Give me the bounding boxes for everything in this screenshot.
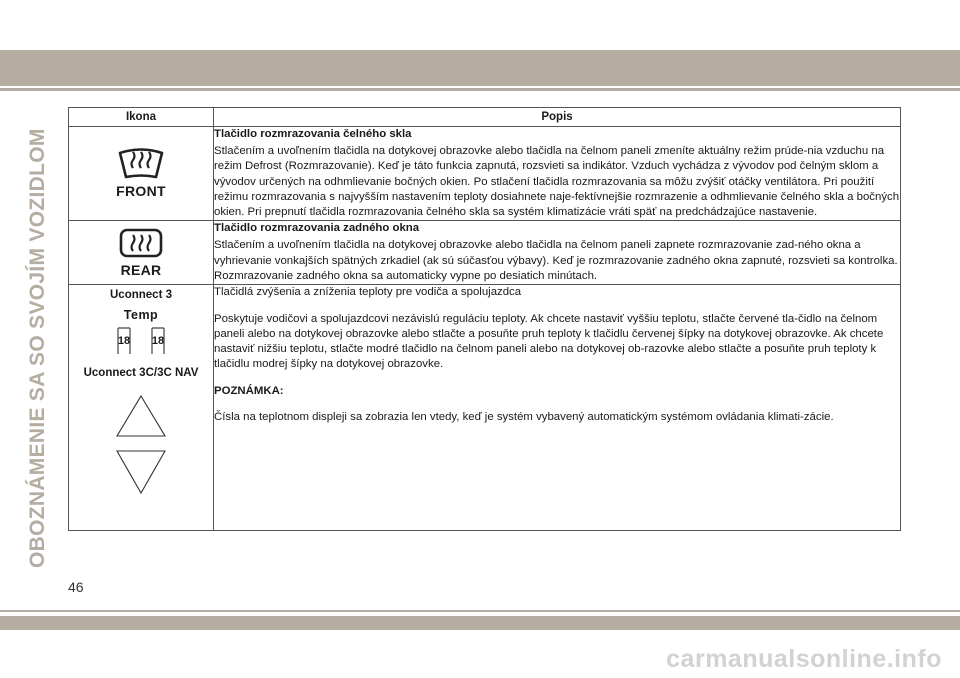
table-row — [69, 221, 901, 285]
header-rule — [0, 88, 960, 91]
note-text: Čísla na teplotnom displeji sa zobrazia len vtedy, keď je systém vybavený automatickým systémom ovládania klimati-zácie. — [214, 411, 834, 424]
watermark: carmanualsonline.info — [666, 645, 942, 673]
front-defrost-icon — [69, 127, 213, 199]
temperature-up-icon — [69, 394, 213, 443]
uconnect-3-label: Uconnect 3 — [110, 289, 172, 302]
description-cell — [214, 221, 901, 285]
front-label: FRONT — [116, 183, 166, 200]
header-band — [0, 50, 960, 86]
table-row — [69, 285, 901, 531]
row-text: Stlačením a uvoľnením tlačidla na dotykovej obrazovke alebo tlačidla na čelnom paneli zmeníte aktuálny režim prúde-nia vzduchu na režim Defrost (Rozmrazovanie). Keď je táto funkcia zapnutá, rozsvieti sa indikátor. Vzduch vychádza z vývodov pod čelným sklom a vývodov určených na odhmlievanie bočných okien. Po stlačení tlačidla rozmrazovania sa môžu zvýšiť otáčky ventilátora. Pri použití režimu rozmrazovania s najvyšším nastavením teploty dosiahnete naje-fektívnejšie rozmrazenie a odhmlievanie čelného skla a bočných okien. Pri prepnutí tlačidla rozmrazovania čelného skla sa systém klimatizácie vráti späť na predchádzajúce nastavenie. — [214, 145, 900, 219]
icon-cell — [69, 285, 214, 531]
windshield-icon — [116, 147, 166, 181]
column-header-description: Popis — [214, 108, 901, 127]
page-number: 46 — [68, 579, 84, 595]
row-title: Tlačidlo rozmrazovania čelného skla — [214, 128, 412, 140]
row-text: Stlačením a uvoľnením tlačidla na dotykovej obrazovke alebo tlačidla na čelnom paneli zapnete rozmrazovanie zad-ného okna a vyhrievanie vonkajších spätných zrkadiel (ak sú súčasťou výbavy). Keď je rozmrazovanie zadného okna zapnuté, rozsvieti sa kontrolka. Rozmrazovanie zadného okna sa automaticky vypne po desiatich minútach. — [214, 239, 898, 282]
temp-display-right — [146, 326, 170, 356]
controls-table — [68, 107, 901, 531]
icon-cell — [69, 221, 214, 285]
column-header-icon: Ikona — [69, 108, 214, 127]
rear-label: REAR — [120, 262, 162, 279]
row-title: Tlačidlo rozmrazovania zadného okna — [214, 222, 420, 235]
temp-label: Temp — [123, 308, 159, 323]
table-header-row — [69, 108, 901, 127]
temp-value-passenger: 18 — [151, 335, 165, 348]
row-title: Tlačidlá zvýšenia a zníženia teploty pre vodiča a spolujazdca — [214, 286, 522, 299]
rear-window-icon — [118, 227, 164, 259]
description-cell — [214, 127, 901, 221]
note-title: POZNÁMKA: — [214, 384, 284, 397]
temp-value-driver: 18 — [117, 335, 131, 348]
footer-band — [0, 616, 960, 630]
icon-cell — [69, 127, 214, 221]
temperature-down-icon — [69, 449, 213, 500]
row-text: Poskytuje vodičovi a spolujazdcovi nezávislú reguláciu teploty. Ak chcete nastaviť vyššiu teplotu, stlačte červené tla-čidlo na čelnom paneli alebo na dotykovej obrazovke alebo stlačte a posuňte pruh teploty k tlačidlu červenej šípky na dotykovej obrazovke. Ak chcete nastaviť nižšiu teplotu, stlačte modré tlačidlo na čelnom paneli alebo na dotykovej ob-razovke alebo stlačte a posuňte pruh teploty k tlačidlu modrej šípky na dotykovej obrazovke. — [214, 312, 884, 371]
rear-defrost-icon — [69, 221, 213, 278]
temp-display — [69, 326, 213, 356]
temp-display-left — [112, 326, 136, 356]
description-cell — [214, 285, 901, 531]
table-row — [69, 127, 901, 221]
footer-rule — [0, 610, 960, 612]
chapter-title: OBOZNÁMENIE SA SO SVOJÍM VOZIDLOM — [26, 128, 49, 568]
uconnect-3c-label: Uconnect 3C/3C NAV — [83, 367, 199, 380]
